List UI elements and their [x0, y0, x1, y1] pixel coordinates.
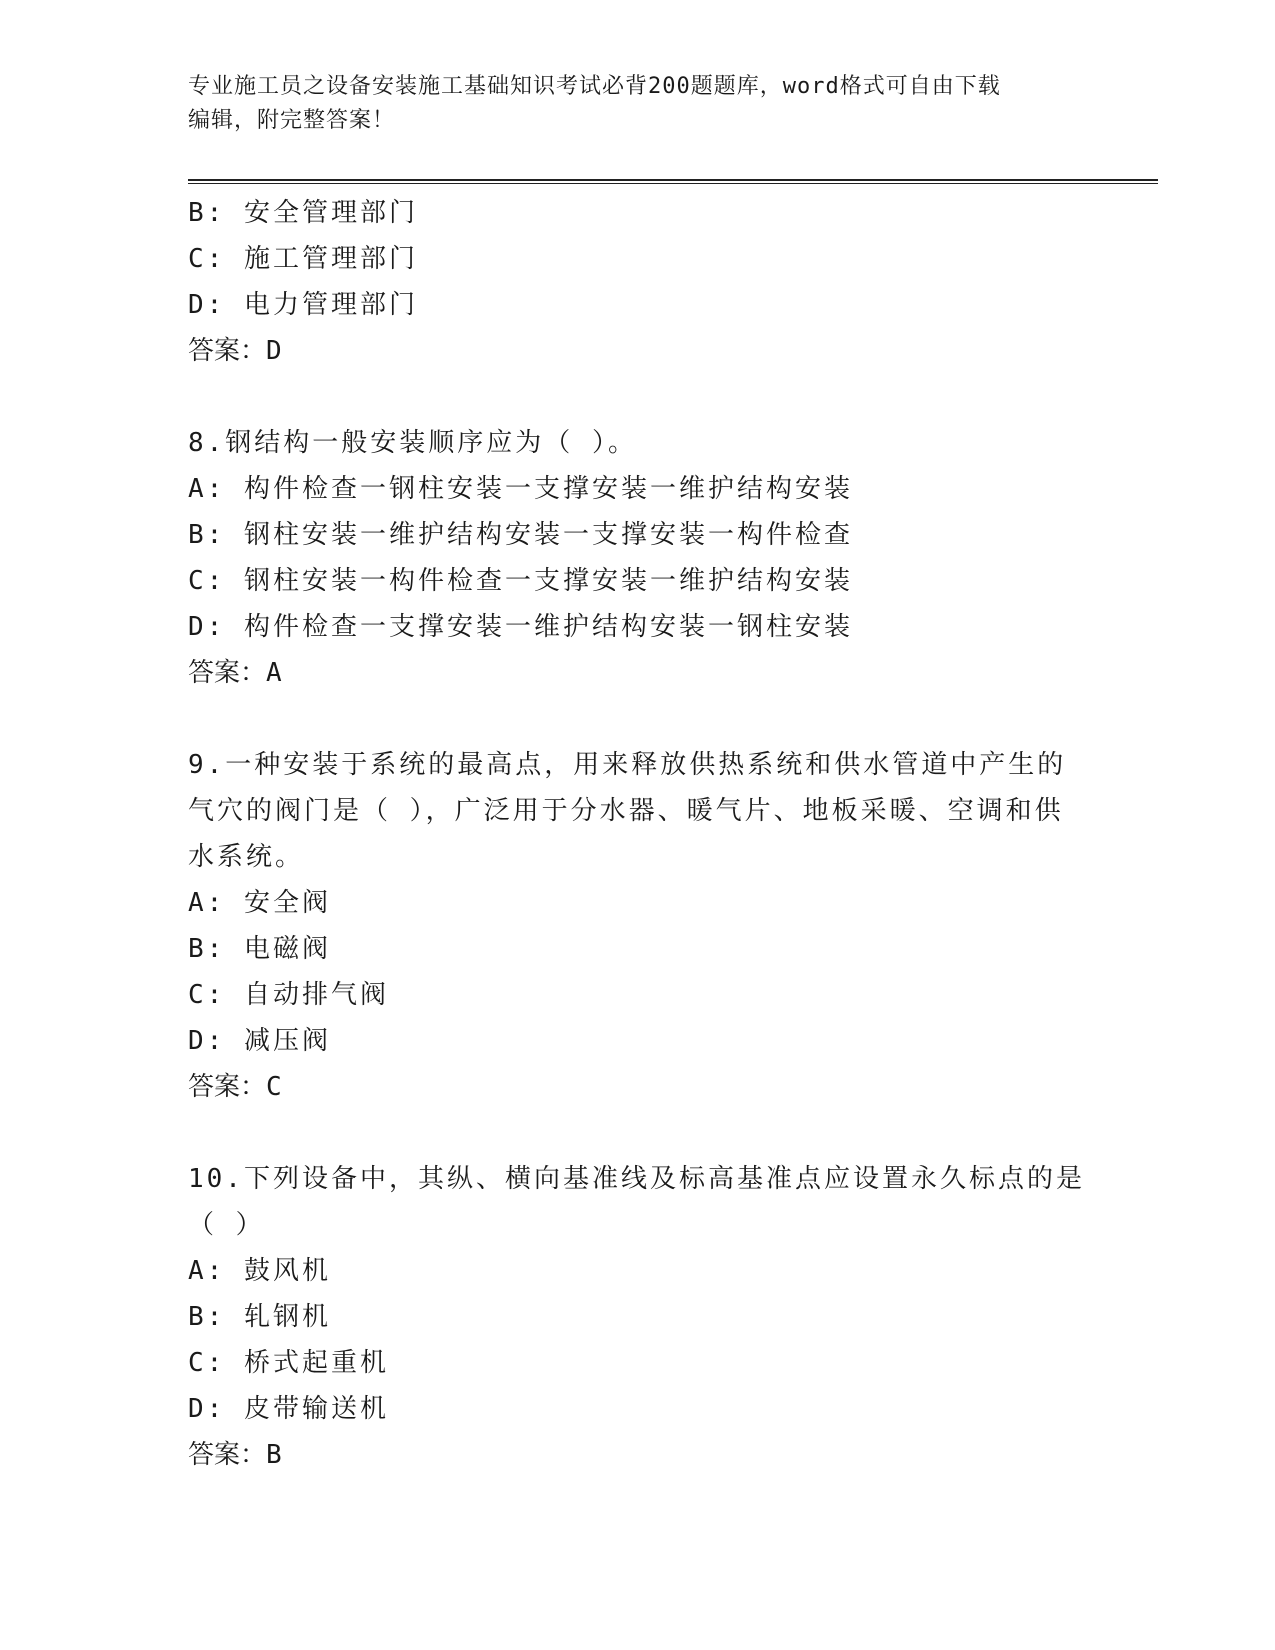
- answer: 答案：A: [188, 658, 282, 688]
- answer: 答案：D: [188, 336, 282, 366]
- question-stem-line-1: 10.下列设备中，其纵、横向基准线及标高基准点应设置永久标点的是: [188, 1164, 1085, 1194]
- header-title-line-1: 专业施工员之设备安装施工基础知识考试必背200题题库，word格式可自由下载: [188, 74, 1001, 99]
- option-c: C: 桥式起重机: [188, 1348, 389, 1378]
- option-c: C: 自动排气阀: [188, 980, 389, 1010]
- option-c: C: 钢柱安装一构件检查一支撑安装一维护结构安装: [188, 566, 853, 596]
- question-list: [188, 190, 1088, 1478]
- prev-question-tail: [188, 190, 1088, 374]
- option-a: A: 构件检查一钢柱安装一支撑安装一维护结构安装: [188, 474, 853, 504]
- question-stem-line-2: （ ）: [188, 1210, 265, 1240]
- option-a: A: 鼓风机: [188, 1256, 331, 1286]
- option-d: D: 电力管理部门: [188, 290, 418, 320]
- header-title-line-2: 编辑，附完整答案！: [188, 108, 396, 133]
- option-c: C: 施工管理部门: [188, 244, 418, 274]
- option-d: D: 构件检查一支撑安装一维护结构安装一钢柱安装: [188, 612, 853, 642]
- option-b: B: 电磁阀: [188, 934, 331, 964]
- option-b: B: 轧钢机: [188, 1302, 331, 1332]
- option-a: A: 安全阀: [188, 888, 331, 918]
- option-d: D: 皮带输送机: [188, 1394, 389, 1424]
- document-header: [188, 70, 1088, 138]
- option-b: B: 安全管理部门: [188, 198, 418, 228]
- option-d: D: 减压阀: [188, 1026, 331, 1056]
- header-divider: [188, 179, 1158, 184]
- question-10: [188, 1156, 1088, 1478]
- answer: 答案：B: [188, 1440, 282, 1470]
- question-stem: 8.钢结构一般安装顺序应为（ ）。: [188, 428, 637, 458]
- question-stem-line-3: 水系统。: [188, 842, 305, 872]
- question-9: [188, 742, 1088, 1110]
- answer: 答案：C: [188, 1072, 282, 1102]
- question-8: [188, 420, 1088, 696]
- question-stem-line-2: 气穴的阀门是（ ），广泛用于分水器、暖气片、地板采暖、空调和供: [188, 796, 1064, 826]
- option-b: B: 钢柱安装一维护结构安装一支撑安装一构件检查: [188, 520, 853, 550]
- question-stem-line-1: 9.一种安装于系统的最高点，用来释放供热系统和供水管道中产生的: [188, 750, 1067, 780]
